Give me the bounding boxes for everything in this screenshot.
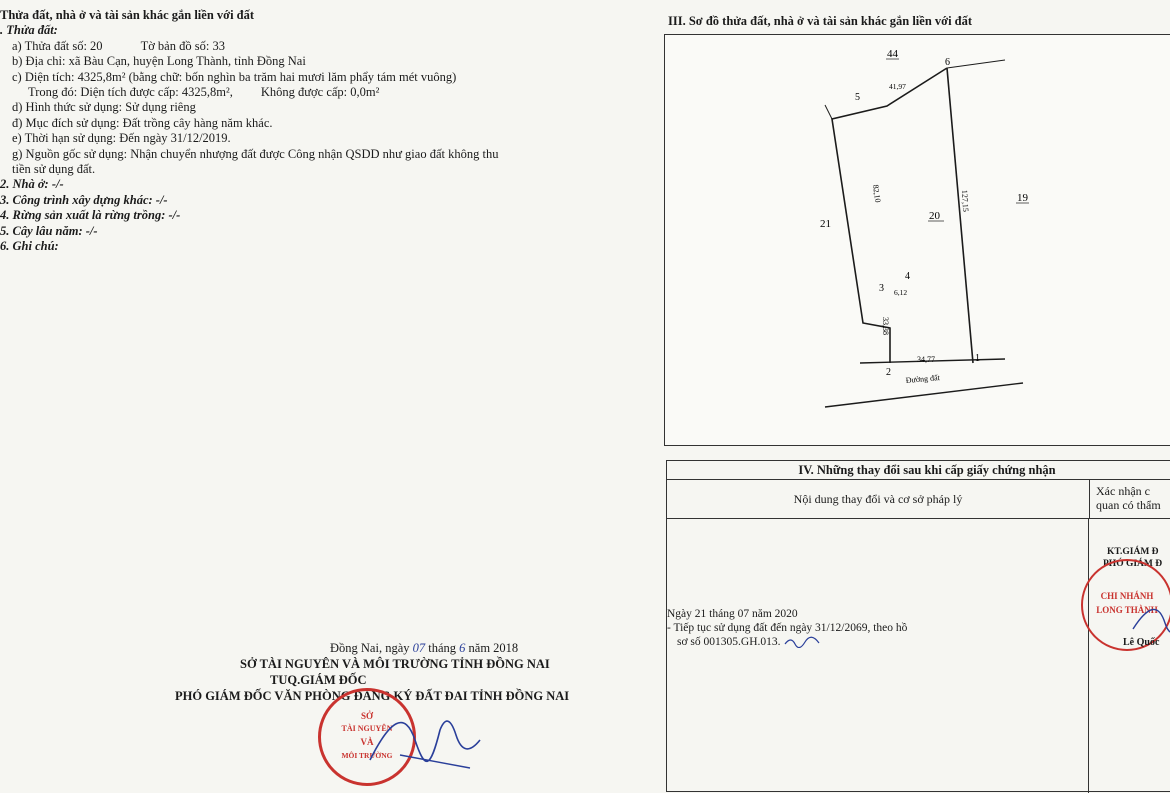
neighbor-line: [825, 105, 832, 119]
map-section-title: III. Sơ đồ thửa đất, nhà ở và tài sản khác gắn liền với đất: [668, 14, 973, 28]
notes-line: 6. Ghi chú:: [0, 239, 59, 254]
planted-forest-line: 4. Rừng sản xuất là rừng trồng: -/-: [0, 208, 181, 223]
address: b) Địa chỉ: xã Bàu Cạn, huyện Long Thành, tỉnh Đồng Nai: [12, 54, 306, 69]
changes-table-body: [667, 519, 1170, 793]
land-plot-diagram: [664, 34, 1170, 446]
usage-origin: g) Nguồn gốc sử dụng: Nhận chuyển nhượng đất được Công nhận QSDD như giao đất không thu: [12, 146, 499, 161]
vertex-2: 2: [886, 367, 891, 378]
area: c) Diện tích: 4325,8m² (bằng chữ: bốn nghìn ba trăm hai mươi lăm phẩy tám mét vuông): [12, 69, 457, 84]
neighbor-parcel-21: 21: [820, 218, 831, 230]
change-date: Ngày 21 tháng 07 năm 2020: [667, 608, 798, 620]
change-line-1: - Tiếp tục sử dụng đất đến ngày 31/12/2069, theo hồ: [667, 622, 908, 634]
changes-table-header: [667, 480, 1170, 519]
map-sheet-number: Tờ bản đồ số: 33: [140, 38, 225, 53]
area-not-granted: Không được cấp: 0,0m²: [260, 85, 380, 100]
edge-length-2-1: 34,77: [917, 355, 935, 364]
confirm-role-1: KT.GIÁM Đ: [1107, 547, 1159, 557]
edge-length-5-6: 41,97: [889, 82, 906, 91]
road-label: Đường đất: [905, 373, 941, 385]
signer-name: Lê Quốc: [1123, 637, 1160, 648]
parcel-heading: . Thửa đất:: [0, 23, 58, 38]
edge-length-4-3: 6,12: [894, 288, 908, 297]
vertex-1: 1: [975, 353, 980, 364]
usage-term: e) Thời hạn sử dụng: Đến ngày 31/12/2019.: [12, 131, 231, 146]
road-far-line: [825, 383, 1023, 407]
plot-drawing: [665, 35, 1170, 445]
usage-form: d) Hình thức sử dụng: Sử dụng riêng: [12, 100, 196, 115]
sign-tuq: TUQ.GIÁM ĐỐC: [270, 673, 367, 687]
neighbor-parcel-19: 19: [1017, 192, 1028, 204]
column-header-content: Nội dung thay đổi và cơ sở pháp lý: [667, 480, 1090, 518]
sign-month: 6: [459, 641, 466, 655]
sign-role: PHÓ GIÁM ĐỐC VĂN PHÒNG ĐĂNG KÝ ĐẤT ĐAI TỈNH ĐỒNG NAI: [175, 689, 570, 703]
edge-length-6-1: 127,15: [960, 189, 971, 213]
neighbor-parcel-44: 44: [887, 48, 898, 60]
changes-table-title: IV. Những thay đổi sau khi cấp giấy chứng nhận: [667, 461, 1170, 480]
house-line: 2. Nhà ở: -/-: [0, 177, 64, 192]
signature-block: [120, 640, 680, 704]
sign-org: SỞ TÀI NGUYÊN VÀ MÔI TRƯỜNG TỈNH ĐỒNG NAI: [240, 657, 550, 671]
vertex-6: 6: [945, 57, 950, 68]
neighbor-line: [947, 60, 1005, 68]
branch-stamp: CHI NHÁNH LONG THÀNH: [1081, 559, 1170, 651]
change-entry: [667, 519, 1089, 793]
handwritten-signature-2: [1129, 599, 1170, 639]
land-info-section: [0, 8, 640, 255]
edge-length-5-4: 82,10: [871, 184, 883, 204]
handwritten-initials: [783, 636, 823, 648]
usage-purpose: đ) Mục đích sử dụng: Đất trồng cây hàng năm khác.: [12, 115, 273, 130]
vertex-3: 3: [879, 283, 884, 294]
area-granted: Trong đó: Diện tích được cấp: 4325,8m²,: [28, 85, 233, 100]
other-works-line: 3. Công trình xây dựng khác: -/-: [0, 192, 168, 207]
section-title: Thửa đất, nhà ở và tài sản khác gắn liền với đất: [0, 8, 255, 22]
parcel-number: a) Thửa đất số: 20: [12, 38, 103, 53]
usage-origin-cont: tiền sử dụng đất.: [12, 162, 96, 177]
parcel-number-row: [0, 39, 640, 54]
changes-table: [666, 460, 1170, 792]
parcel-20-label: 20: [929, 210, 940, 222]
handwritten-signature: [360, 700, 490, 780]
confirmation-cell: [1089, 519, 1170, 793]
area-detail-row: [0, 85, 640, 100]
confirm-role-2: PHÓ GIÁM Đ: [1103, 559, 1163, 569]
change-line-2: sơ số 001305.GH.013.: [667, 635, 1088, 649]
sign-day: 07: [412, 641, 426, 655]
sign-date: Đồng Nai, ngày 07 tháng 6 năm 2018: [330, 641, 519, 655]
column-header-confirm: Xác nhận c quan có thẩm: [1096, 484, 1161, 512]
official-stamp: SỞ TÀI NGUYÊN VÀ MÔI TRƯỜNG: [318, 688, 416, 786]
edge-length-3-2: 33,38: [881, 317, 890, 335]
perennial-trees-line: 5. Cây lâu năm: -/-: [0, 223, 98, 238]
vertex-4: 4: [905, 271, 910, 282]
vertex-5: 5: [855, 92, 860, 103]
parcel-boundary-east: [947, 68, 973, 363]
